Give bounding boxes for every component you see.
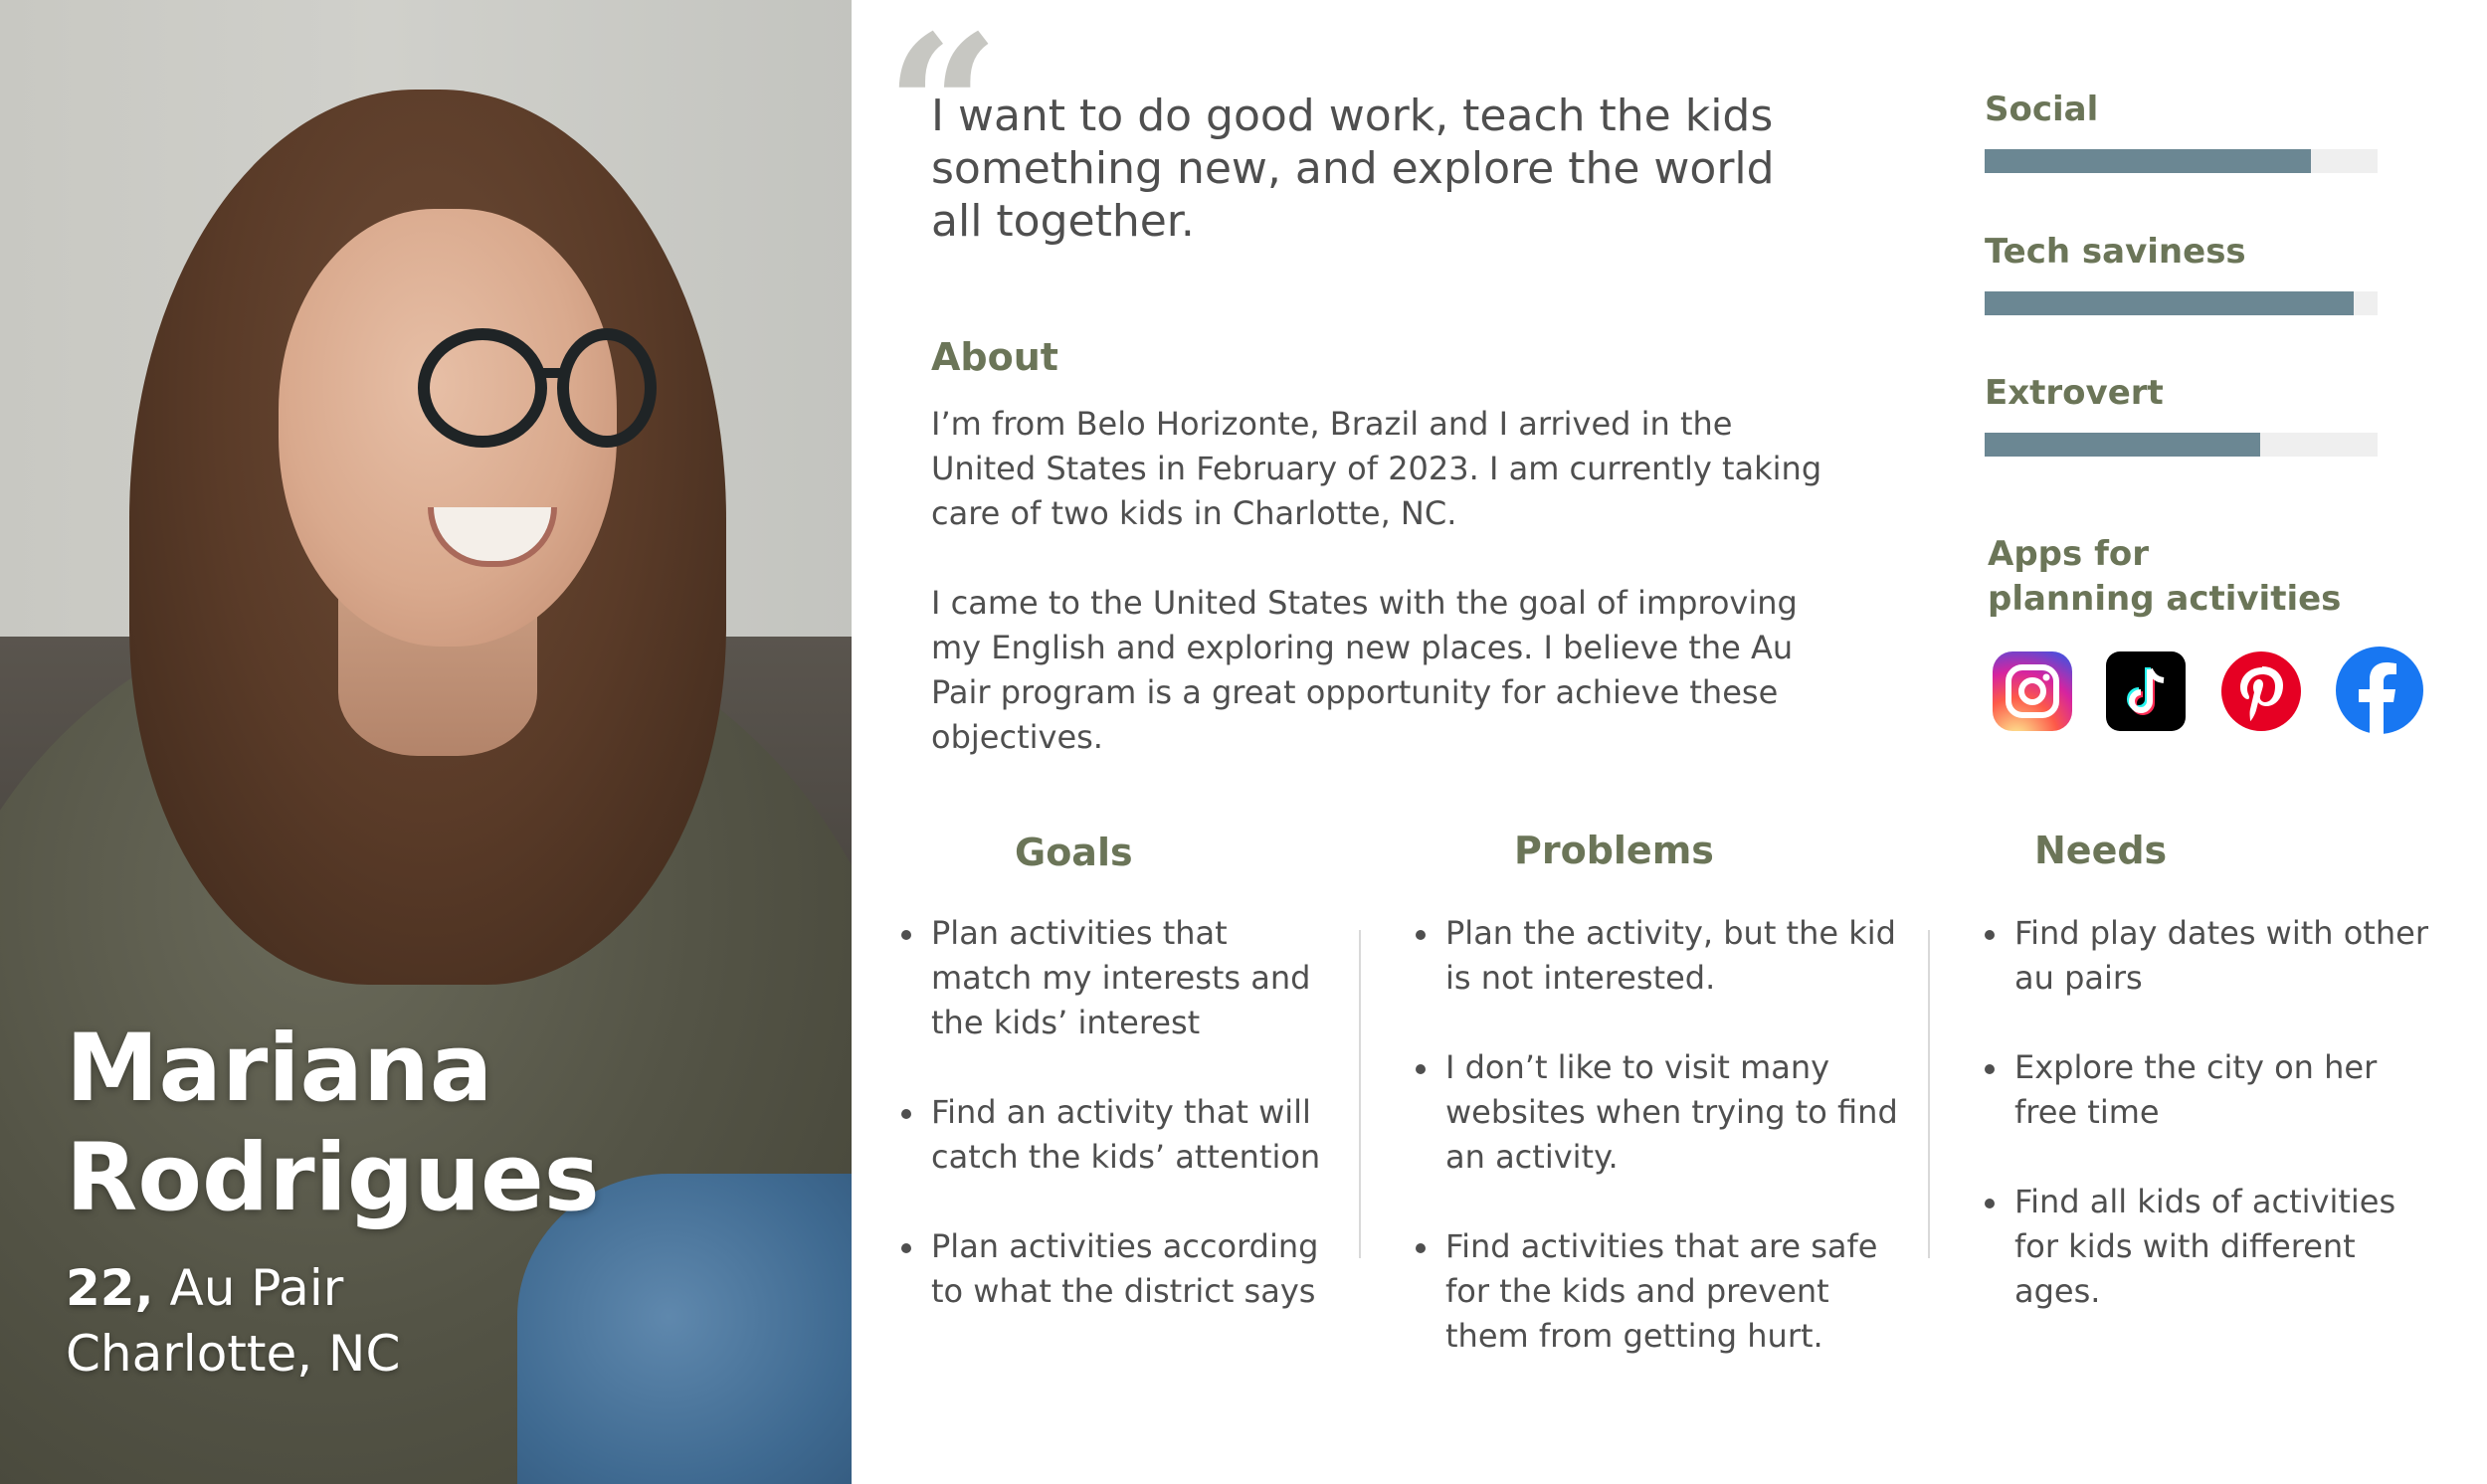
tiktok-icon [2106, 651, 2186, 731]
problem-item: Find activities that are safe for the kids and prevent them from getting hurt. [1445, 1224, 1913, 1359]
problem-item: Plan the activity, but the kid is not interested. [1445, 911, 1913, 1001]
glasses-left-lens [418, 328, 547, 448]
needs-list [2014, 911, 2432, 1359]
trait-bar-fill [1985, 291, 2354, 315]
problem-item: I don’t like to visit many websites when trying to find an activity. [1445, 1045, 1913, 1180]
trait-bar-track [1985, 291, 2378, 315]
glasses-right-lens [557, 328, 657, 448]
trait-tech-saviness [1985, 232, 2383, 315]
about-heading: About [931, 335, 1058, 379]
quote-mark-icon: “ [885, 0, 1001, 226]
facebook-icon [2336, 647, 2423, 734]
goal-item: Plan activities that match my interests and the kids’ interest [931, 911, 1329, 1045]
problems-heading: Problems [1514, 829, 1714, 872]
goal-item: Plan activities according to what the district says [931, 1224, 1329, 1314]
apps-heading-line1: Apps for [1988, 534, 2149, 574]
persona-photo [0, 0, 852, 1484]
persona-location: Charlotte, NC [66, 1325, 401, 1383]
trait-bar-fill [1985, 433, 2260, 457]
persona-last-name: Rodrigues [66, 1124, 600, 1232]
persona-meta [66, 1255, 762, 1387]
glasses-bridge [537, 368, 567, 378]
persona-quote: I want to do good work, teach the kids something new, and explore the world all together. [931, 91, 1775, 247]
need-item: Explore the city on her free time [2014, 1045, 2432, 1135]
goal-item: Find an activity that will catch the kids’ attention [931, 1090, 1329, 1180]
persona-first-name: Mariana [66, 1015, 493, 1123]
trait-bar-fill [1985, 149, 2311, 173]
persona-age: 22, [66, 1259, 154, 1317]
persona-age-role [66, 1255, 762, 1321]
trait-label: Social [1985, 90, 2099, 129]
need-item: Find all kids of activities for kids with different ages. [2014, 1180, 2432, 1314]
need-item: Find play dates with other au pairs [2014, 911, 2432, 1001]
trait-label: Tech saviness [1985, 232, 2246, 272]
problems-list [1445, 911, 1913, 1403]
column-divider [1359, 930, 1361, 1258]
trait-extrovert [1985, 373, 2383, 457]
needs-heading: Needs [2034, 829, 2168, 872]
about-text: I’m from Belo Horizonte, Brazil and I arrived in the United States in February of 2023. I am currently taking care of two kids in Charlotte, NC. I came to the United States with the goal of improving my English and exploring new places. I believe the Au Pair program is a great opportunity for achieve these objectives. [931, 405, 1822, 756]
persona-name [66, 1015, 822, 1233]
goals-heading: Goals [1015, 831, 1133, 874]
column-divider [1928, 930, 1930, 1258]
pinterest-icon [2221, 651, 2301, 731]
trait-bar-track [1985, 149, 2378, 173]
goals-list [931, 911, 1329, 1359]
apps-heading-line2: planning activities [1988, 579, 2342, 619]
trait-social [1985, 90, 2383, 173]
trait-bar-track [1985, 433, 2378, 457]
trait-label: Extrovert [1985, 373, 2164, 413]
instagram-icon [1993, 651, 2072, 731]
apps-heading [1988, 532, 2341, 622]
persona-role: Au Pair [169, 1259, 344, 1317]
